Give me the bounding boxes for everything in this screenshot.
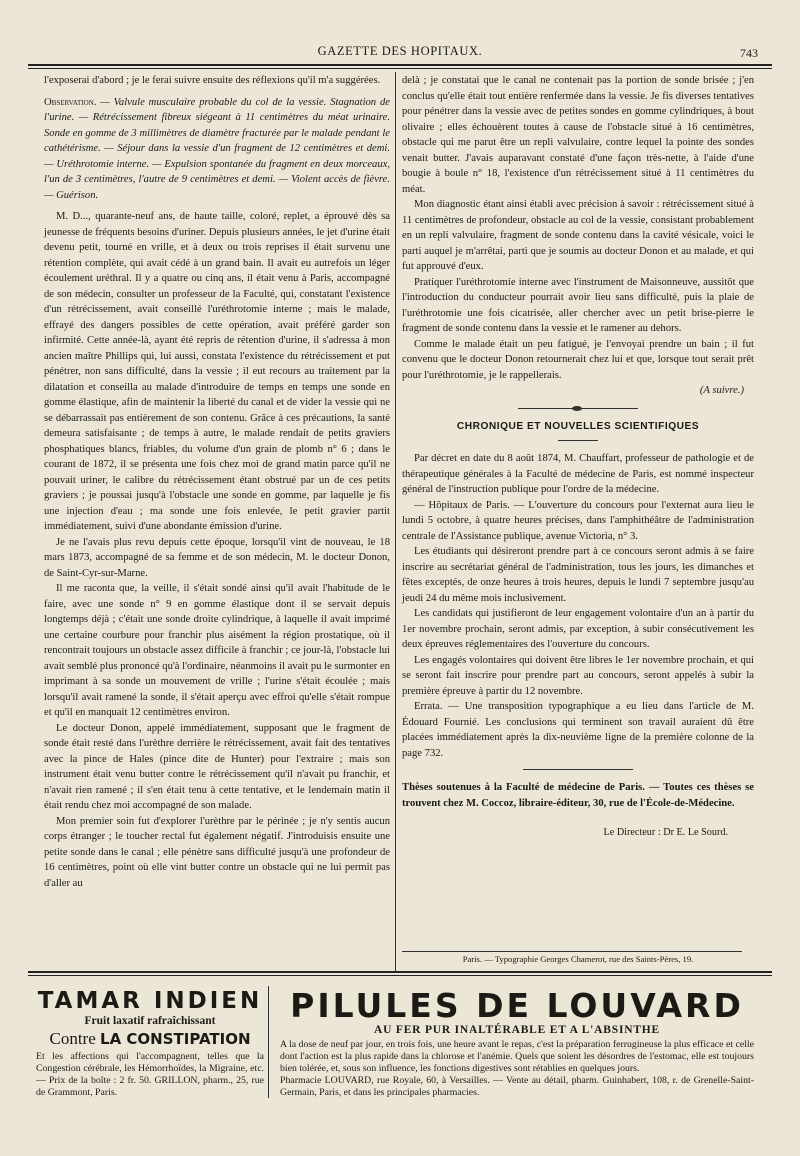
- advert-divider: [268, 986, 269, 1098]
- to-be-continued: (A suivre.): [699, 385, 744, 396]
- right-column: [402, 73, 754, 841]
- section-title: CHRONIQUE ET NOUVELLES SCIENTIFIQUES: [456, 420, 700, 432]
- advert-subtitle: AU FER PUR INALTÉRABLE ET A L'ABSINTHE: [373, 1024, 661, 1036]
- advert-subtitle: Fruit laxatif rafraîchissant: [84, 1015, 216, 1027]
- advert-address: Pharmacie LOUVARD, rue Royale, 60, à Versailles. — Vente au détail, pharm. Guinhabert, 108, r. de Grenelle-Saint-Germain, Paris, et dans les principales pharmacies.: [280, 1075, 754, 1098]
- theses-notice: Thèses soutenues à la Faculté de médecine de Paris. — Toutes ces thèses se trouvent chez M. Coccoz, libraire-éditeur, 30, rue de l'École-de-Médecine.: [402, 782, 754, 809]
- advert-louvard: [280, 988, 754, 1099]
- advert-text: A la dose de neuf par jour, en trois fois, une heure avant le repas, c'est la préparation ferrugineuse la plus efficace et celle dont l'action est la plus rapide dans la chlorose et l'anémie. Quels que soient les désordres de l'estomac, elle est toujours bien tolérée, et, sous son influence, les fonctions digestives sont rétablies en quelques jours.: [280, 1039, 754, 1074]
- advert-tamar: [36, 988, 264, 1099]
- header-rule-thin: [28, 68, 772, 69]
- paragraph: Il me raconta que, la veille, il s'était sondé ainsi qu'il avait l'habitude de le faire, avec une sonde n° 9 en gomme élastique dont il se servait depuis longtemps déjà ; c'était une sonde droite cylindrique, à laquelle il avait imprimé une certaine courbure pour franchir plus aisément la région prostatique, où il rencontrait toujours un obstacle assez difficile à franchir ; ce jour-là, l'obstacle lui avait semblé plus prononcé qu'à l'ordinaire, néanmoins il avait pu le surmonter en imprimant à sa sonde un mouvement de vrille ; l'urine s'était écoulée ; mais lorsqu'il avait ramené la sonde, il s'était aperçu avec effroi qu'elle s'était rompue et qu'il en manquait 12 centimètres environ.: [44, 583, 390, 718]
- printer-line: Paris. — Typographie Georges Chamerot, rue des Saints-Pères, 19.: [462, 954, 694, 964]
- column-divider: [395, 72, 396, 972]
- left-column: [44, 73, 390, 891]
- ornament-divider: [518, 408, 638, 410]
- page-number: 743: [740, 46, 758, 60]
- news-item: — Hôpitaux de Paris. — L'ouverture du concours pour l'externat aura lieu le lundi 5 octobre, à quatre heures précises, dans l'amphithéâtre de l'administration centrale de l'Assistance publique, avenue Victoria, n° 3.: [402, 499, 754, 542]
- observation-summary: [44, 95, 390, 204]
- news-item: Les candidats qui justifieront de leur engagement volontaire d'un an à partir du 1er novembre prochain, seront admis, par exception, à subir consécutivement les deux épreuves réglementaires des l'ouverture du concours.: [402, 608, 754, 650]
- paragraph: Mon diagnostic étant ainsi établi avec précision à savoir : rétrécissement situé à 11 centimètres de profondeur, obstacle au col de la vessie, consistant probablement en un repli valvulaire, fragment de sonde contenu dans la cavité vésicale, voici le parti auquel je m'arrêtai, parti que je soumis au docteur Donon et au malade, et qui fut approuvé d'eux.: [402, 199, 754, 272]
- paragraph: Comme le malade était un peu fatigué, je l'envoyai prendre un bain ; il fut convenu que le docteur Donon retournerait chez lui et que, lorsque tout serait prêt pour l'uréthrotomie, je le rappellerais.: [402, 338, 754, 381]
- advert-contre: Contre: [49, 1029, 96, 1048]
- journal-title: GAZETTE DES HOPITAUX.: [317, 44, 483, 58]
- paragraph: Mon premier soin fut d'explorer l'urèthre par le périnée ; je n'y sentis aucun corps étranger ; le toucher rectal fut également négatif. J'introduisis ensuite une petite sonde dans le canal ; elle pénètre sans difficulté jusqu'à une profondeur de 16 centimètres, point où elle vint butter contre un obstacle qui ne lui permit pas d'aller au: [44, 815, 390, 889]
- observation-text: — Valvule musculaire probable du col de la vessie. Stagnation de l'urine. — Rétrécissement fibreux siégeant à 11 centimètres du méat urinaire. Sonde en gomme de 3 millimètres de diamètre fracturée par le malade pendant le cathétérisme. — Séjour dans la vessie d'un fragment de 12 centimètres et demi. — Uréthrotomie interne. — Expulsion spontanée du fragment en deux morceaux, l'un de 3 centimètres, l'autre de 9 centimètres et demi. — Violent accès de fièvre. — Guérison.: [44, 96, 390, 201]
- paragraph: Le docteur Donon, appelé immédiatement, supposant que le fragment de sonde était resté dans l'urèthre derrière le rétrécissement, avait fait des tentatives avec la pince de Hales (pince dite de Hunter) pour l'extraire ; mais son instrument était venu butter contre le rétrécissement qu'il n'avait pu franchir, et n'avait rien ramené ; il s'en était tenu à cette tentative, et le lendemain matin il était rendu chez moi accompagné de son malade.: [44, 722, 390, 811]
- news-item: Les engagés volontaires qui doivent être libres le 1er novembre prochain, et qui se seront fait inscrire pour prendre part au concours, seront appelés à subir la première épreuve à partir du 12 novembre.: [402, 654, 754, 697]
- printer-rule: [402, 951, 742, 952]
- header-rule: [28, 64, 772, 66]
- errata: Errata. — Une transposition typographique a eu lieu dans l'article de M. Édouard Fournié. Les conclusions qui terminent son travail auraient dû être placées immédiatement après la dix-neuvième ligne de la première colonne de la page 732.: [402, 701, 754, 759]
- page-header: [28, 44, 772, 64]
- paragraph: delà ; je constatai que le canal ne contenait pas la portion de sonde brisée ; j'en conclus qu'elle était tout entière renfermée dans la vessie. Je fis diverses tentatives pour pénétrer dans la vessie avec de petites sondes en gomme cylindriques, à bout olivaire ; elles échouèrent toutes à cause de l'obstacle situé à 16 centimètres, obstacle qui me parut être un repli valvulaire, contre lequel la pointe des sondes venait butter. J'avais auparavant constaté d'une façon très-nette, à l'aide d'une bougie à boule n° 18, l'existence d'un rétrécissement situé à 11 centimètres du méat.: [402, 75, 754, 195]
- advert-constipation: LA CONSTIPATION: [100, 1030, 251, 1048]
- news-item: Les étudiants qui désireront prendre part à ce concours seront admis à se faire inscrire au secrétariat général de l'administration, tous les jours, les dimanches et fêtes exceptés, de onze heures à trois heures, depuis le lundi 7 septembre jusqu'au jeudi 24 du même mois inclusivement.: [402, 546, 754, 604]
- observation-label: Observation.: [44, 96, 97, 108]
- advert-title: PILULES DE LOUVARD: [290, 986, 744, 1025]
- section-rule: [523, 769, 633, 770]
- section-rule: [558, 440, 598, 441]
- advert-title: TAMAR INDIEN: [37, 988, 263, 1014]
- director-line: Le Directeur : Dr E. Le Sourd.: [603, 827, 728, 838]
- paragraph: Je ne l'avais plus revu depuis cette époque, lorsqu'il vint de nouveau, le 18 mars 1873, accompagné de sa femme et de son médecin, M. le docteur Donon, de Saint-Cyr-sur-Marne.: [44, 536, 390, 579]
- advert-rule: [28, 971, 772, 973]
- advert-text: Et les affections qui l'accompagnent, telles que la Congestion cérébrale, les Hémorrhoïdes, la Migraine, etc. — Prix de la boîte : 2 fr. 50. GRILLON, pharm., 25, rue de Grammont, Paris.: [36, 1051, 264, 1098]
- paragraph: M. D..., quarante-neuf ans, de haute taille, coloré, replet, a éprouvé dès sa jeunesse de fréquents besoins d'uriner. Depuis plusieurs années, le jet d'urine était devenu petit, tourné en vrille, et à deux ou trois reprises il était survenu une rétention complète, qui avait cédé à un grand bain. Il avait eu autrefois un léger écoulement uréthral. Il y a quatre ou cinq ans, il était venu à Paris, accompagné de son médecin, consulter un professeur de la Faculté, qui, constatant l'existence d'un rétrécissement, avait conseillé l'uréthrotomie interne ; mais le malade, effrayé des dangers possibles de cette opération, avait préféré garder son infirmité. Cette année-là, ayant été repris de rétention d'urine, il s'adressa à mon ancien maître Phillips qui, lui aussi, constata l'existence du rétrécissement et put pénétrer, non sans difficulté, dans la vessie ; il eut recours au traitement par la dilatation et conseilla au malade d'introduire de temps en temps une sonde en gomme élastique, afin de maintenir la liberté du canal et de vider la vessie qui ne se débarrassait pas entièrement de son contenu. Grâce à ces précautions, la santé demeura satisfaisante ; de temps à autre, le malade rendait de petits graviers phosphatiques blancs, friables, du volume d'un grain de plomb n° 6 ; dans le courant de 1872, il se présenta une fois chez moi de grand matin parce qu'il ne pouvait uriner, le calibre du rétrécissement étant obstrué par un de ces petits graviers ; je poussai jusqu'à l'obstacle une sonde en gomme, par laquelle je fis une injection d'eau ; ma sonde une fois enlevée, le petit gravier partit immédiatement, suivi d'une abondante émission d'urine.: [44, 211, 390, 532]
- paragraph: Pratiquer l'uréthrotomie interne avec l'instrument de Maisonneuve, aussitôt que l'introduction du conducteur pourrait avoir lieu sans difficulté, puis la plaie de l'uréthrotomie une fois cicatrisée, aller chercher avec un petit brise-pierre le fragment de sonde contenu dans la vessie et le ramener au dehors.: [402, 276, 754, 334]
- advert-rule-thin: [28, 975, 772, 976]
- news-item: Par décret en date du 8 août 1874, M. Chauffart, professeur de pathologie et de thérapeutique générales à la Faculté de médecine de Paris, est nommé inspecteur général de l'instruction publique pour l'ordre de la médecine.: [402, 453, 754, 495]
- paragraph: l'exposerai d'abord ; je le ferai suivre ensuite des réflexions qu'il m'a suggérées.: [44, 75, 381, 86]
- advert-headline: [36, 1029, 264, 1049]
